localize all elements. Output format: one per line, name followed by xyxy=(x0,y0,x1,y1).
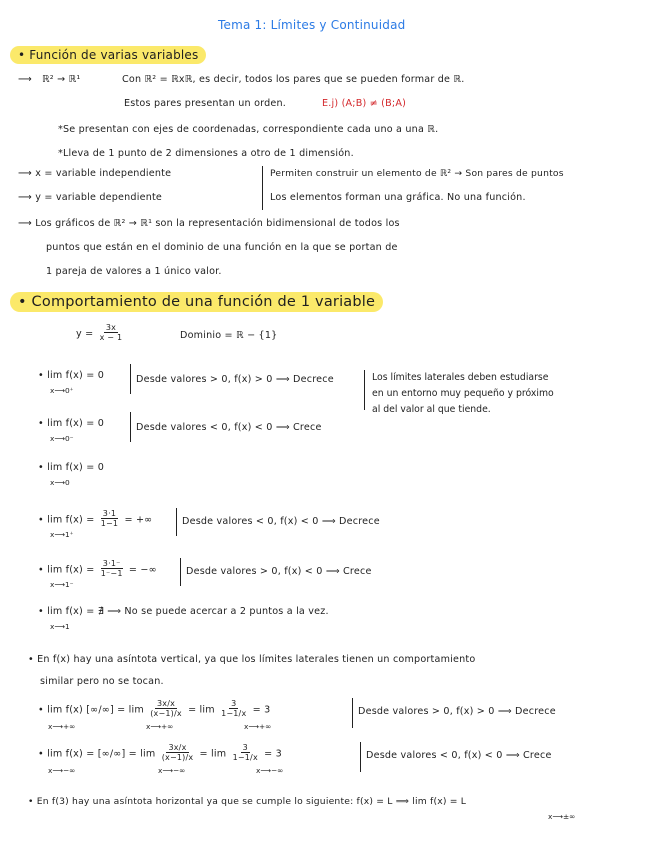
limit-description: Desde valores > 0, f(x) > 0 ⟹ Decrece xyxy=(358,706,556,717)
limit-left: • lim f(x) = xyxy=(38,514,95,526)
func-numerator: 3x xyxy=(105,323,117,332)
text-line: • En f(3) hay una asíntota horizontal ya que se cumple lo siguiente: f(x) = L ⟹ lim f(x) = L xyxy=(28,796,467,807)
brace xyxy=(176,508,177,536)
variable-independent: ⟶ x = variable independiente xyxy=(18,168,172,179)
fraction-numerator: 3x/x xyxy=(168,743,187,752)
limit-fraction xyxy=(221,700,246,719)
fraction-numerator: 3·1 xyxy=(102,509,117,518)
limit-part: = lim xyxy=(188,704,215,716)
limit-description: Desde valores > 0, f(x) > 0 ⟹ Decrece xyxy=(136,374,334,385)
brace xyxy=(360,742,361,772)
fraction-denominator: 1−1/x xyxy=(232,753,258,763)
limit-sub: x⟶0 xyxy=(50,478,70,487)
text-line: Los elementos forman una gráfica. No una función. xyxy=(270,192,526,203)
note: *Se presentan con ejes de coordenadas, correspondiente cada uno a una ℝ. xyxy=(58,124,439,135)
map-notation: ℝ² → ℝ¹ xyxy=(42,74,81,85)
lateral-note-line: al del valor al que tiende. xyxy=(372,404,491,415)
fraction-numerator: 3 xyxy=(242,743,248,752)
limit-sub: x⟶−∞ xyxy=(48,766,76,775)
brace xyxy=(130,364,131,394)
limit-line xyxy=(38,510,152,529)
func-y: y = xyxy=(76,328,94,340)
limit-line: • lim f(x) = 0 xyxy=(38,370,105,381)
page-title: Tema 1: Límites y Continuidad xyxy=(218,18,406,32)
section-heading-una-variable: • Comportamiento de una función de 1 variable xyxy=(10,292,383,312)
text-line: • En f(x) hay una asíntota vertical, ya que los límites laterales tienen un comportamiento xyxy=(28,654,476,665)
limit-line xyxy=(38,700,270,719)
fraction-denominator: 1−1 xyxy=(100,519,119,529)
limit-fraction xyxy=(101,560,123,579)
limit-right: = −∞ xyxy=(128,564,157,576)
text-line: puntos que están en el dominio de una función en la que se portan de xyxy=(46,242,398,253)
brace xyxy=(352,698,353,728)
limit-description: Desde valores < 0, f(x) < 0 ⟹ Crece xyxy=(136,422,322,433)
limit-sub: x⟶1 xyxy=(50,622,70,631)
text-line: ⟶ Los gráficos de ℝ² → ℝ¹ son la representación bidimensional de todos los xyxy=(18,218,400,229)
brace xyxy=(130,412,131,442)
limit-part: = 3 xyxy=(264,748,282,760)
domain: Dominio = ℝ − {1} xyxy=(180,330,278,341)
fraction-numerator: 3·1⁻ xyxy=(102,559,121,568)
brace xyxy=(262,166,263,210)
limit-part: [∞/∞] = lim xyxy=(86,704,144,716)
fraction-denominator: (x−1)/x xyxy=(150,709,182,719)
fraction-denominator: (x−1)/x xyxy=(161,753,194,763)
text-line: Estos pares presentan un orden. xyxy=(124,98,287,109)
limit-fraction xyxy=(233,744,258,763)
limit-sub: x⟶0⁻ xyxy=(50,434,74,443)
func-denominator: x − 1 xyxy=(99,333,123,343)
limit-line: • lim f(x) = 0 xyxy=(38,462,105,473)
text-line: 1 pareja de valores a 1 único valor. xyxy=(46,266,222,277)
limit-line xyxy=(38,560,157,579)
text-line: Con ℝ² = ℝxℝ, es decir, todos los pares que se pueden formar de ℝ. xyxy=(122,74,465,85)
limit-line: • lim f(x) = ∄ ⟹ No se puede acercar a 2 puntos a la vez. xyxy=(38,606,329,617)
text-line: Permiten construir un elemento de ℝ² → Son pares de puntos xyxy=(270,168,564,179)
limit-part: = lim xyxy=(199,748,227,760)
limit-description: Desde valores < 0, f(x) < 0 ⟹ Crece xyxy=(366,750,552,761)
limit-description: Desde valores < 0, f(x) < 0 ⟹ Decrece xyxy=(182,516,380,527)
section-heading-varias-variables: • Función de varias variables xyxy=(10,46,206,64)
lateral-note-line: Los límites laterales deben estudiarse xyxy=(372,372,549,383)
fraction-numerator: 3x/x xyxy=(156,699,176,708)
fraction-denominator: 1−1/x xyxy=(221,709,247,719)
variable-dependent: ⟶ y = variable dependiente xyxy=(18,192,163,203)
limit-sub: x⟶1⁺ xyxy=(50,530,74,539)
lateral-note-line: en un entorno muy pequeño y próximo xyxy=(372,388,554,399)
brace xyxy=(364,370,365,410)
limit-part: [∞/∞] = lim xyxy=(97,748,156,760)
lateral-note xyxy=(372,370,554,418)
limit-part: = 3 xyxy=(252,704,271,716)
limit-fraction xyxy=(101,510,118,529)
limit-fraction xyxy=(150,700,182,719)
limit-sub: x⟶−∞ xyxy=(158,766,186,775)
limit-sub: x⟶+∞ xyxy=(48,722,76,731)
fraction-denominator: 1⁻−1 xyxy=(100,569,123,579)
arrow-icon: ⟶ xyxy=(18,74,32,85)
limit-sub: x⟶0⁺ xyxy=(50,386,74,395)
limit-part: • lim f(x) xyxy=(38,704,83,716)
brace xyxy=(180,558,181,586)
limit-sub: x⟶1⁻ xyxy=(50,580,74,589)
limit-sub: x⟶+∞ xyxy=(244,722,272,731)
limit-part: • lim f(x) = xyxy=(38,748,95,760)
example-red: E.j) (A;B) ≠ (B;A) xyxy=(322,98,407,109)
limit-sub: x⟶+∞ xyxy=(146,722,174,731)
function-fraction xyxy=(100,324,123,343)
note: *Lleva de 1 punto de 2 dimensiones a otro de 1 dimensión. xyxy=(58,148,354,159)
limit-line: • lim f(x) = 0 xyxy=(38,418,105,429)
limit-line xyxy=(38,744,282,763)
limit-left: • lim f(x) = xyxy=(38,564,95,576)
limit-sub: x⟶−∞ xyxy=(256,766,284,775)
limit-sub: x⟶±∞ xyxy=(548,812,576,821)
function-definition xyxy=(76,324,125,343)
fraction-numerator: 3 xyxy=(231,699,237,708)
limit-right: = +∞ xyxy=(124,514,153,526)
limit-description: Desde valores > 0, f(x) < 0 ⟹ Crece xyxy=(186,566,372,577)
limit-fraction xyxy=(162,744,194,763)
text-line: similar pero no se tocan. xyxy=(40,676,164,687)
